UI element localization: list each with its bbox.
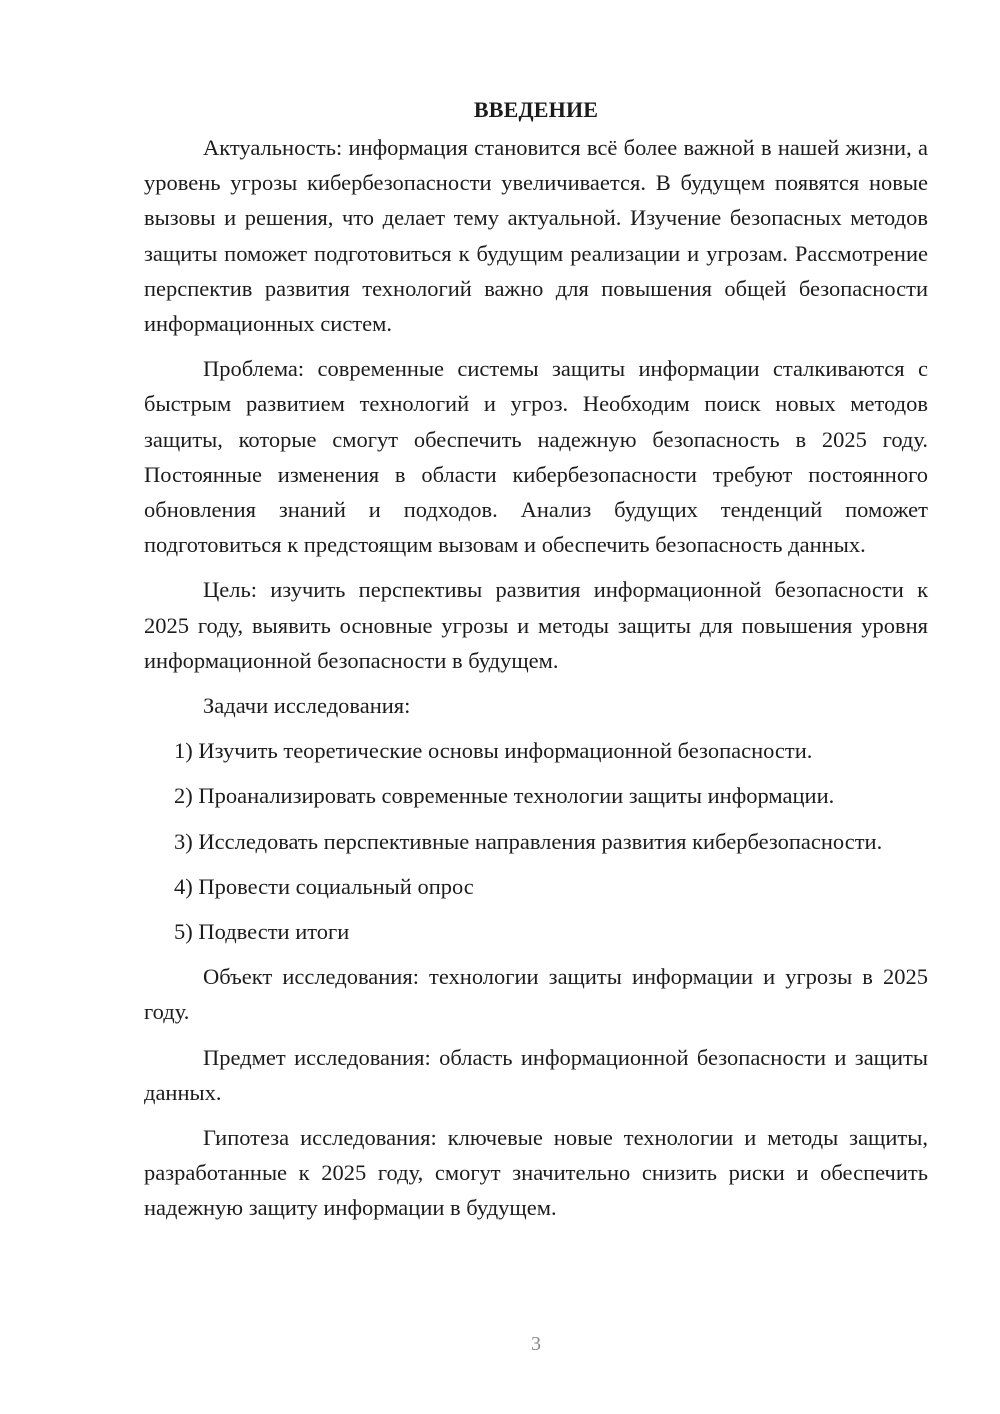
paragraph-tasks-heading: Задачи исследования: [203, 693, 411, 719]
paragraph-subject: Предмет исследования: область информационной безопасности и защиты данных. [144, 1044, 928, 1105]
document-page [144, 92, 928, 1236]
paragraph-relevance: Актуальность: информация становится всё более важной в нашей жизни, а уровень угрозы кибербезопасности увеличивается. В будущем появятся новые вызовы и решения, что делает тему актуальной. Изучение безопасных методов защиты поможет подготовиться к будущим реализации и угрозам. Рассмотрение перспектив развития технологий важно для повышения общей безопасности информационных систем. [144, 135, 928, 337]
paragraph-goal: Цель: изучить перспективы развития информационной безопасности к 2025 году, выявить основные угрозы и методы защиты для повышения уровня информационной безопасности в будущем. [144, 577, 928, 673]
task-item-5: 5) Подвести итоги [174, 919, 350, 945]
paragraph-hypothesis: Гипотеза исследования: ключевые новые технологии и методы защиты, разработанные к 2025 году, смогут значительно снизить риски и обеспечить надежную защиту информации в будущем. [144, 1125, 928, 1221]
page-number: 3 [531, 1333, 541, 1355]
task-item-2: 2) Проанализировать современные технологии защиты информации. [174, 783, 835, 809]
task-item-4: 4) Провести социальный опрос [174, 873, 474, 899]
page-title: ВВЕДЕНИЕ [473, 97, 599, 122]
paragraph-problem: Проблема: современные системы защиты информации сталкиваются с быстрым развитием технологий и угроз. Необходим поиск новых методов защиты, которые смогут обеспечить надежную безопасность в 2025 году. Постоянные изменения в области кибербезопасности требуют постоянного обновления знаний и подходов. Анализ будущих тенденций поможет подготовиться к предстоящим вызовам и обеспечить безопасность данных. [144, 356, 928, 558]
task-item-3: 3) Исследовать перспективные направления развития кибербезопасности. [174, 828, 883, 854]
task-item-1: 1) Изучить теоретические основы информационной безопасности. [174, 738, 813, 764]
paragraph-object: Объект исследования: технологии защиты информации и угрозы в 2025 году. [144, 964, 928, 1025]
